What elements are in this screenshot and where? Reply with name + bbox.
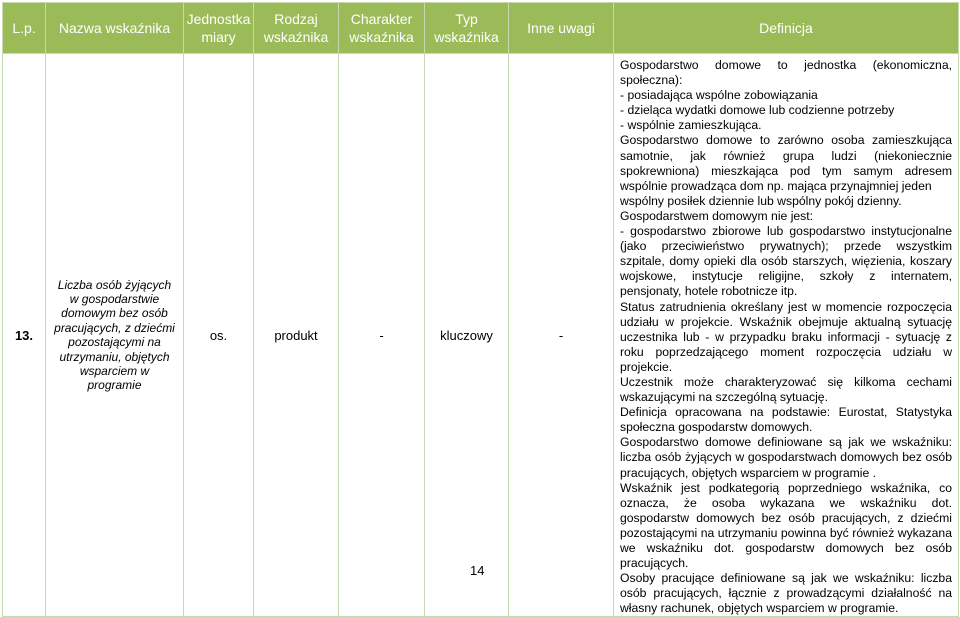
cell-definition <box>614 54 959 617</box>
header-name: Nazwa wskaźnika <box>46 3 184 54</box>
definition-paragraph: Osoby pracujące definiowane są jak we wskaźniku: liczba osób pracujących, łącznie z prowadzącymi działalność na własny rachunek, objętych wsparciem w programie. <box>620 571 952 616</box>
definition-line: - dzieląca wydatki domowe lub codzienne potrzeby <box>620 103 895 118</box>
definition-paragraph: Definicja opracowana na podstawie: Eurostat, Statystyka społeczna gospodarstw domowych. <box>620 405 952 435</box>
header-definition: Definicja <box>614 3 959 54</box>
header-unit: Jednostka miary <box>184 3 254 54</box>
header-character: Charakter wskaźnika <box>339 3 425 54</box>
cell-type: kluczowy <box>425 54 509 617</box>
definition-paragraph: Uczestnik może charakteryzować się kilkoma cechami wskazującymi na szczególną sytuację. <box>620 374 952 405</box>
cell-character: - <box>339 54 425 617</box>
header-kind: Rodzaj wskaźnika <box>254 3 339 54</box>
header-lp: L.p. <box>3 3 46 54</box>
header-type: Typ wskaźnika <box>425 3 509 54</box>
cell-notes: - <box>509 54 614 617</box>
cell-kind: produkt <box>254 54 339 617</box>
table-row <box>3 54 959 617</box>
definition-paragraph: Gospodarstwo domowe definiowane są jak we wskaźniku: liczba osób żyjących w gospodarstwach domowych bez osób pracujących, objętych wsparciem w programie . <box>620 435 952 480</box>
header-notes: Inne uwagi <box>509 3 614 54</box>
definition-paragraph: Wskaźnik jest podkategorią poprzedniego wskaźnika, co oznacza, że osoba wykazana we wskaźniku dot. gospodarstw domowych bez osób pracujących, z dziećmi pozostającymi na utrzymaniu powinna być również wykazana we wskaźniku dot. gospodarstw domowych bez osób pracujących. <box>620 480 952 571</box>
definition-paragraph: Gospodarstwo domowe to zarówno osoba zamieszkująca samotnie, jak również grupa ludzi (niekoniecznie spokrewniona) mieszkająca pod tym samym adresem wspólnie prowadząca dom np. mająca przynajmniej jeden <box>620 133 952 193</box>
cell-lp: 13. <box>3 54 46 617</box>
definition-line: - posiadająca wspólne zobowiązania <box>620 88 818 103</box>
indicator-table <box>2 2 959 617</box>
cell-unit: os. <box>184 54 254 617</box>
definition-line: - wspólnie zamieszkująca. <box>620 118 762 133</box>
definition-line: wspólny posiłek dziennie lub wspólny pokój dzienny. <box>620 193 902 208</box>
definition-paragraph: - gospodarstwo zbiorowe lub gospodarstwo instytucjonalne (jako przeciwieństwo prywatnych); przede wszystkim szpitale, domy opieki dla osób starszych, więzienia, koszary wojskowe, instytucje religijne, szkoły z internatem, pensjonaty, hotele robotnicze itp. <box>620 224 952 299</box>
definition-line: Gospodarstwo domowe to jednostka (ekonomiczna, społeczna): <box>620 58 952 88</box>
page-number: 14 <box>470 563 485 578</box>
definition-paragraph: Status zatrudnienia określany jest w momencie rozpoczęcia udziału w projekcie. Wskaźnik obejmuje aktualną sytuację uczestnika lub - w przypadku braku informacji - sytuację z roku poprzedzającego moment rozpoczęcia udziału w projekcie. <box>620 299 952 374</box>
cell-indicator-name: Liczba osób żyjących w gospodarstwie domowym bez osób pracujących, z dziećmi pozostającymi na utrzymaniu, objętych wsparciem w programie <box>46 54 184 617</box>
header-row <box>3 3 959 54</box>
definition-line: Gospodarstwem domowym nie jest: <box>620 208 814 223</box>
